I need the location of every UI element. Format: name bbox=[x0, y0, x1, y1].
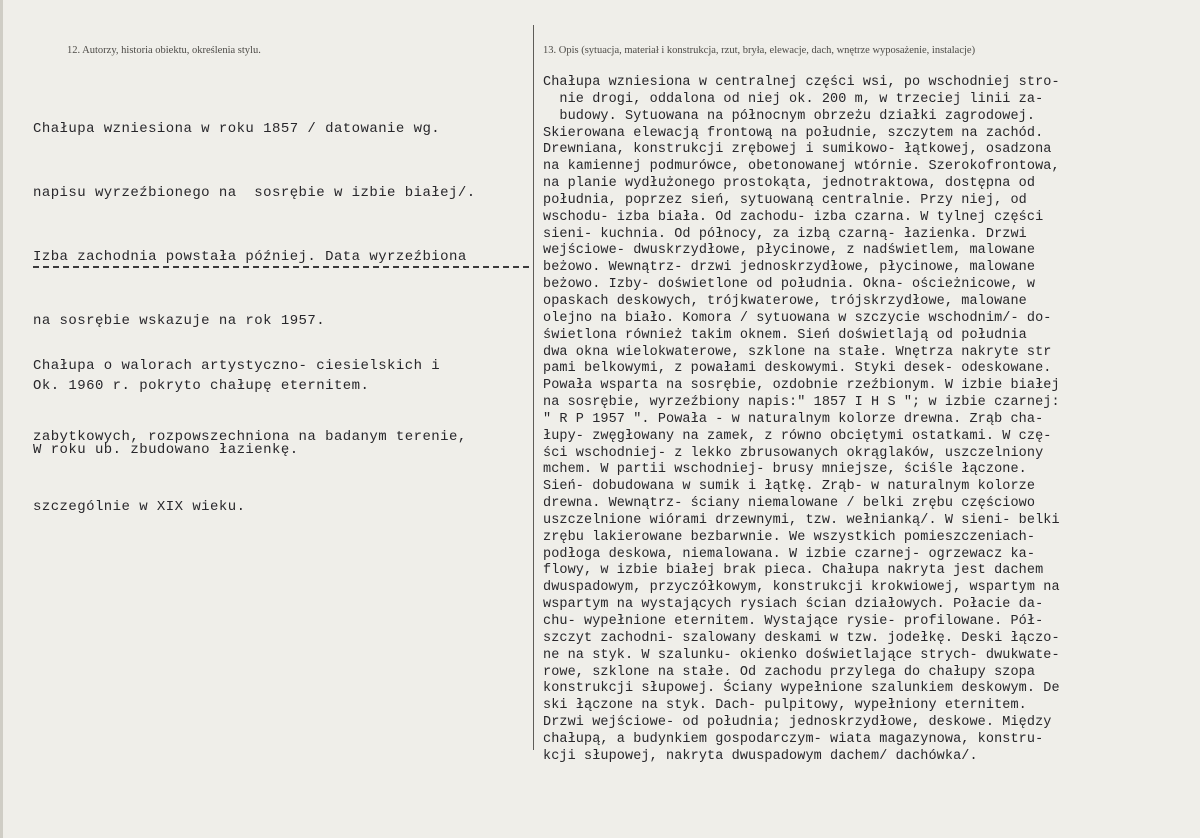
description-line: Powała wsparta na sosrębie, ozdobnie rzeźbionym. W izbie białej bbox=[543, 378, 1060, 394]
style-text bbox=[33, 308, 467, 567]
description-line: sieni- kuchnia. Od północy, za izbą czarną- łazienka. Drzwi bbox=[543, 226, 1027, 242]
description-line: na kamiennej podmurówce, obetonowanej wtórnie. Szerokofrontowa, bbox=[543, 159, 1060, 175]
description-line: wschodu- izba biała. Od zachodu- izba czarna. W tylnej części bbox=[543, 209, 1044, 225]
description-line: beżowo. Izby- doświetlone od południa. Okna- ościeżnicowe, w bbox=[543, 277, 1036, 293]
description-line: wejściowe- dwuskrzydłowe, płycinowe, z nadświetlem, malowane bbox=[543, 243, 1036, 259]
history-line: na sosrębie wskazuje na rok 1957. bbox=[33, 313, 326, 330]
description-line: Chałupa wzniesiona w centralnej części wsi, po wschodniej stro- bbox=[543, 75, 1060, 90]
description-line: ści wschodniej- z lekko zbrusowanych okrąglaków, uszczelniony bbox=[543, 445, 1044, 461]
description-line: kcji słupowej, nakryta dwuspadowym dachem/ dachówka/. bbox=[543, 748, 978, 764]
description-line: konstrukcji słupowej. Ściany wypełnione szalunkiem deskowym. De bbox=[543, 681, 1060, 697]
description-line: dwuspadowym, przyczółkowym, konstrukcji krokwiowej, wspartym na bbox=[543, 580, 1060, 596]
column-divider bbox=[533, 25, 534, 750]
description-line: rowe, szklone na stałe. Od zachodu przylega do chałupy szopa bbox=[543, 664, 1036, 680]
description-line: chu- wypełnione eternitem. Wystające rysie- profilowane. Pół- bbox=[543, 614, 1044, 629]
description-line: ne na styk. W szalunku- okienko doświetlające strych- dwukwate- bbox=[543, 647, 1060, 663]
style-line: zabytkowych, rozpowszechniona na badanym terenie, bbox=[33, 428, 467, 445]
description-line: drewna. Wewnątrz- ściany niemalowane / belki zrębu częściowo bbox=[543, 496, 1036, 512]
dashed-separator bbox=[33, 266, 529, 268]
section-12-header: 12. Autorzy, historia obiektu, określenia stylu. bbox=[67, 45, 261, 56]
description-line: uszczelnione wiórami drzewnymi, tzw. wełnianką/. W sieni- belki bbox=[543, 512, 1060, 528]
description-line: beżowo. Wewnątrz- drzwi jednoskrzydłowe, płycinowe, malowane bbox=[543, 260, 1036, 276]
style-line: szczególnie w XIX wieku. bbox=[33, 499, 246, 515]
description-line: łupy- zwęgłowany na zamek, z równo obciętymi ostatkami. W czę- bbox=[543, 428, 1052, 444]
description-line: chałupą, a budynkiem gospodarczym- wiata magazynowa, konstru- bbox=[543, 731, 1044, 747]
history-line: Izba zachodnia powstała później. Data wyrzeźbiona bbox=[33, 249, 467, 266]
description-line: podłoga deskowa, niemalowana. W izbie czarnej- ogrzewacz ka- bbox=[543, 546, 1036, 562]
description-line: szczyt zachodni- szalowany deskami w tzw. jodełkę. Deski łączo- bbox=[543, 630, 1060, 646]
description-line: budowy. Sytuowana na północnym obrzeżu działki zagrodowej. bbox=[543, 108, 1036, 124]
description-line: mchem. W partii wschodniej- brusy mniejsze, ściśle łączone. bbox=[543, 462, 1027, 478]
description-line: na planie wydłużonego prostokąta, jednotraktowa, dostępna od bbox=[543, 176, 1036, 192]
description-line: " R P 1957 ". Powała - w naturalnym kolorze drewna. Zrąb cha- bbox=[543, 411, 1044, 427]
description-line: Drewniana, konstrukcji zrębowej i sumikowo- łątkowej, osadzona bbox=[543, 142, 1052, 158]
description-text bbox=[543, 75, 1200, 766]
description-line: Sień- dobudowana w sumik i łątkę. Zrąb- w naturalnym kolorze bbox=[543, 479, 1036, 495]
description-line: Skierowana elewacją frontową na południe, szczytem na zachód. bbox=[543, 125, 1044, 141]
history-line: W roku ub. zbudowano łazienkę. bbox=[33, 441, 299, 458]
description-line: ski łączone na styk. Dach- pulpitowy, wypełniony eternitem. bbox=[543, 698, 1027, 714]
history-line: napisu wyrzeźbionego na sosrębie w izbie białej/. bbox=[33, 185, 476, 202]
description-line: olejno na biało. Komora / sytuowana w szczycie wschodnim/- do- bbox=[543, 310, 1052, 326]
description-line: zrębu lakierowane bezbarwnie. We wszystkich pomieszczeniach- bbox=[543, 529, 1036, 545]
description-line: flowy, w izbie białej brak pieca. Chałupa nakryta jest dachem bbox=[543, 563, 1044, 579]
description-line: opaskach deskowych, trójkwaterowe, trójskrzydłowe, malowane bbox=[543, 293, 1027, 309]
description-line: południa, poprzez sień, sytuowaną centralnie. Przy niej, od bbox=[543, 192, 1027, 208]
style-line: Chałupa o walorach artystyczno- ciesielskich i bbox=[33, 358, 441, 374]
description-line: nie drogi, oddalona od niej ok. 200 m, w trzeciej linii za- bbox=[543, 91, 1044, 107]
description-line: dwa okna wielokwaterowe, szklone na stałe. Wnętrza nakryte str bbox=[543, 344, 1052, 360]
description-line: pami belkowymi, z powałami deskowymi. Styki desek- odeskowane. bbox=[543, 361, 1052, 377]
description-line: na sosrębie, wyrzeźbiony napis:" 1857 I H S "; w izbie czarnej: bbox=[543, 395, 1060, 411]
description-line: świetlona również takim oknem. Sień doświetlają od południa bbox=[543, 327, 1027, 343]
description-line: wspartym na wystających rysiach ścian działowych. Połacie da- bbox=[543, 597, 1044, 613]
history-line: Ok. 1960 r. pokryto chałupę eternitem. bbox=[33, 377, 370, 394]
section-13-header: 13. Opis (sytuacja, materiał i konstrukcja, rzut, bryła, elewacje, dach, wnętrze wyposażenie, instalacje) bbox=[543, 45, 976, 56]
description-line: Drzwi wejściowe- od południa; jednoskrzydłowe, deskowe. Między bbox=[543, 715, 1052, 731]
history-line: Chałupa wzniesiona w roku 1857 / datowanie wg. bbox=[33, 120, 441, 137]
